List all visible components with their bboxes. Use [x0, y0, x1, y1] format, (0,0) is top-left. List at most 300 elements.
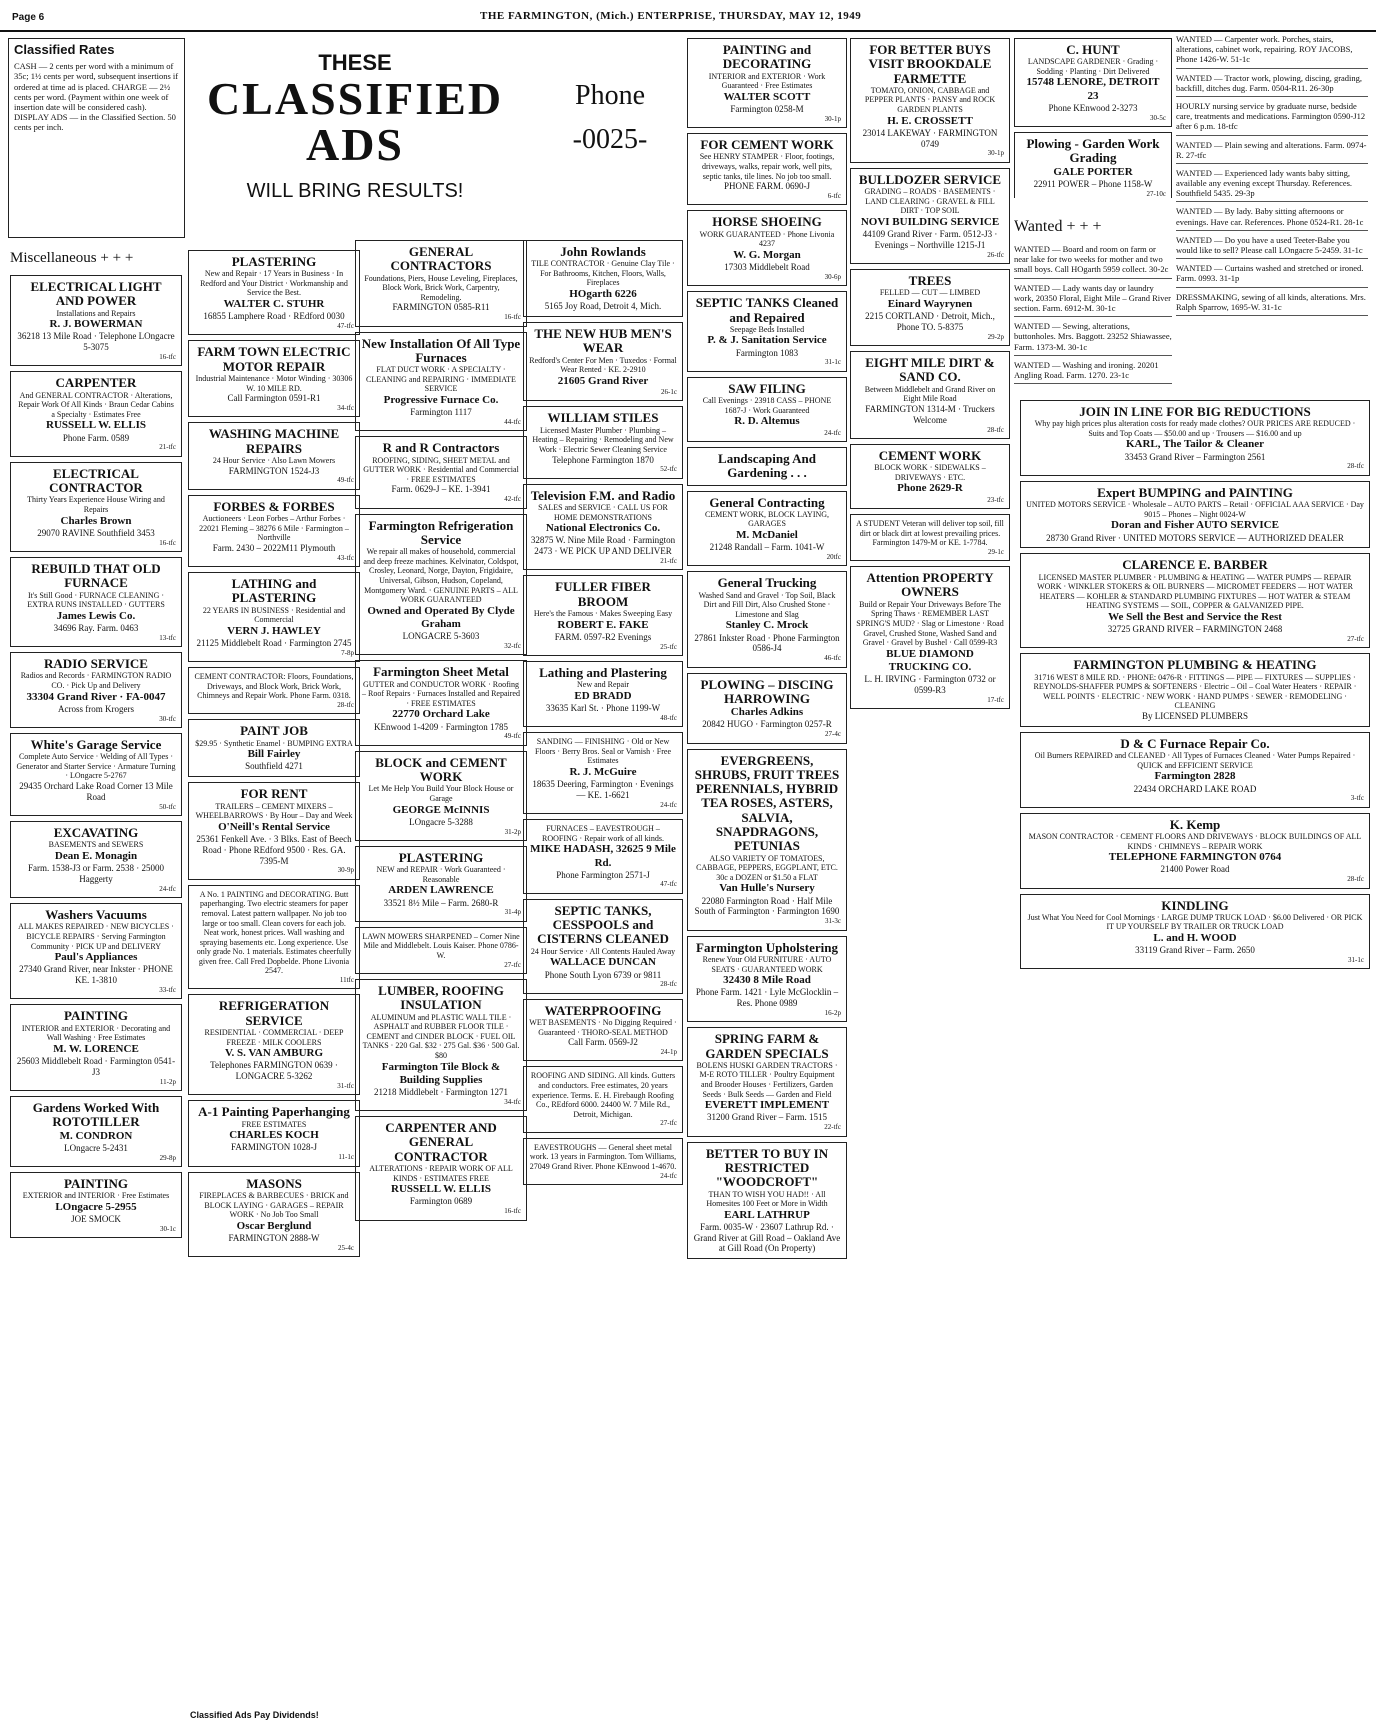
ad-body: SANDING — FINISHING · Old or New Floors · Berry Bros. Seal or Varnish · Free Estimates: [534, 737, 672, 766]
ad-box: [188, 340, 360, 417]
ad-ref: 20tfc: [826, 552, 841, 561]
ad-contact: 33521 8½ Mile – Farm. 2680-R: [383, 897, 499, 908]
ad-body: WET BASEMENTS · No Digging Required · Guaranteed · THORO-SEAL METHOD: [529, 1018, 677, 1037]
ad-ref: 23-tfc: [987, 495, 1004, 504]
ad-contact: 27340 Grand River, near Inkster · PHONE KE. 1-3810: [19, 964, 173, 986]
ad-body: Why pay high prices plus alteration costs for ready made clothes? OUR PRICES ARE REDUCED · Suits and Top Coats — $50.00 and up · Trousers — $16.00 and up: [1034, 419, 1356, 438]
ad-title: PLASTERING: [231, 254, 317, 269]
ad-contact: Southfield 4271: [245, 761, 303, 772]
ad-box: [355, 514, 527, 656]
ad-title: PLOWING – DISCING HARROWING: [700, 676, 834, 706]
ad-name: R. D. Altemus: [734, 415, 800, 428]
ad-contact: 21125 Middlebelt Road · Farmington 2745: [196, 638, 352, 649]
ad-name: WALTER C. STUHR: [223, 298, 325, 311]
ad-contact: FARMINGTON 1524-J3: [228, 465, 320, 476]
ad-contact: Call Farmington 0591-R1: [227, 393, 321, 404]
wanted-item: WANTED — Experienced lady wants baby sitting, available any evening except Thursday. References. Southfield 5435. 29-3p: [1176, 168, 1368, 203]
ad-contact: 18635 Deering, Farmington · Evenings — KE. 1-6621: [532, 779, 674, 800]
ad-box: [1020, 732, 1370, 808]
ad-name: Phone 2629-R: [897, 482, 963, 495]
ad-name: RUSSELL W. ELLIS: [391, 1183, 491, 1196]
ad-title: CARPENTER: [55, 375, 137, 391]
wanted-list-a: [1014, 244, 1172, 394]
ad-title: GENERAL CONTRACTORS: [390, 244, 492, 274]
ad-contact: LOngacre 5-3288: [409, 816, 473, 827]
column-5: [687, 38, 847, 1720]
ad-body: ALSO VARIETY OF TOMATOES, CABBAGE, PEPPERS, EGGPLANT, ETC. 30c a DOZEN or $1.50 a FLAT: [696, 853, 838, 882]
ad-body: UNITED MOTORS SERVICE · Wholesale – AUTO PARTS – Retail · OFFICIAL AAA SERVICE · Day 9015 – Phones – Night 0024-W: [1026, 500, 1364, 519]
ad-box: [1020, 894, 1370, 970]
ad-ref: 25-4c: [338, 1243, 354, 1252]
ad-body: CEMENT CONTRACTOR: Floors, Foundations, Driveways, and Block Work, Brick Work, Chimneys and Repair Work. Phone Farm. 0318.: [194, 672, 354, 701]
ad-box: [523, 899, 683, 994]
ad-body: MASON CONTRACTOR · CEMENT FLOORS AND DRIVEWAYS · BLOCK BUILDINGS OF ALL KINDS · CHIMNEYS – REPAIR WORK: [1028, 832, 1362, 851]
ad-contact: FARMINGTON 1028-J: [231, 1142, 317, 1153]
ad-contact: 29435 Orchard Lake Road Corner 13 Mile Road: [19, 781, 173, 802]
ad-box: [188, 1172, 360, 1257]
ad-name: EVERETT IMPLEMENT: [704, 1099, 830, 1112]
column-7-top: [1014, 38, 1172, 198]
ad-box: [687, 936, 847, 1023]
miscellaneous-heading: Miscellaneous + + +: [10, 250, 134, 266]
ad-ref: 44-tfc: [504, 417, 521, 426]
ad-box: [355, 240, 527, 327]
column-3: [355, 240, 527, 1720]
ad-ref: 25-tfc: [660, 642, 677, 651]
ad-ref: 31-tfc: [337, 1082, 354, 1091]
masthead: THE FARMINGTON, (Mich.) ENTERPRISE, THURSDAY, MAY 12, 1949: [480, 10, 862, 22]
ad-body: BASEMENTS and SEWERS: [48, 840, 144, 850]
ad-contact: LOngacre 5-2431: [64, 1142, 128, 1153]
footer-slogan: Classified Ads Pay Dividends!: [190, 1710, 319, 1720]
ad-contact: 36218 13 Mile Road · Telephone LOngacre 5-3075: [17, 331, 175, 353]
ad-ref: 24-tfc: [660, 800, 677, 809]
ad-name: M. McDaniel: [736, 528, 798, 541]
ad-box: [523, 999, 683, 1062]
ad-ref: 21-tfc: [159, 443, 176, 452]
ad-ref: 11-1c: [338, 1153, 354, 1162]
ad-title: Expert BUMPING and PAINTING: [1097, 484, 1293, 500]
ad-box: [355, 660, 527, 745]
ad-name: 22770 Orchard Lake: [392, 708, 490, 721]
ad-title: SEPTIC TANKS, CESSPOOLS and CISTERNS CLEANED: [537, 902, 669, 947]
ad-box: [1020, 553, 1370, 648]
ad-body: 24 Hour Service · Also Lawn Mowers: [212, 456, 336, 466]
ad-title: BETTER TO BUY IN RESTRICTED "WOODCROFT": [705, 1145, 829, 1190]
ad-box: [10, 371, 182, 456]
ad-contact: 17303 Middlebelt Road: [724, 262, 810, 273]
ad-title: THE NEW HUB MEN'S WEAR: [534, 326, 672, 356]
ad-ref: 49-tfc: [504, 732, 521, 741]
ad-ref: 7-8p: [341, 648, 354, 657]
ad-ref: 21-tfc: [660, 556, 677, 565]
ad-box: [687, 571, 847, 667]
ad-ref: 29-8p: [159, 1153, 176, 1162]
ad-body: Installations and Repairs: [56, 308, 136, 318]
ad-contact: 33635 Karl St. · Phone 1199-W: [545, 702, 661, 713]
ad-title: EVERGREENS, SHRUBS, FRUIT TREES PERENNIALS, HYBRID TEA ROSES, ASTERS, SALVIA, SNAPDRAGONS, PETUNIAS: [694, 752, 840, 854]
ad-body: $29.95 · Synthetic Enamel · BUMPING EXTRA: [195, 738, 353, 748]
ad-name: HOgarth 6226: [569, 288, 637, 301]
ad-name: VERN J. HAWLEY: [227, 624, 321, 637]
ad-name: Farmington Tile Block & Building Supplies: [381, 1060, 501, 1086]
ad-title: Gardens Worked With ROTOTILLER: [32, 1100, 160, 1130]
ad-ref: 50-tfc: [159, 802, 176, 811]
ad-box: [188, 1100, 360, 1166]
ad-title: PAINTING: [63, 1008, 129, 1024]
ad-body: FURNACES – EAVESTROUGH – ROOFING · Repair work of all kinds.: [542, 824, 664, 843]
ad-body: FIREPLACES & BARBECUES · BRICK and BLOCK LAYING · GARAGES – REPAIR WORK · No Job Too Small: [199, 1190, 349, 1220]
ad-name: Owned and Operated By Clyde Graham: [367, 604, 515, 630]
wanted-item: WANTED — Washing and ironing. 20201 Angling Road. Farm. 1270. 23-1c: [1014, 360, 1172, 384]
ad-box: [355, 751, 527, 841]
ad-ref: 28-tfc: [1347, 462, 1364, 471]
ad-contact: 22911 POWER – Phone 1158-W: [1033, 178, 1153, 189]
ad-body: TILE CONTRACTOR · Genuine Clay Tile · For Bathrooms, Kitchen, Floors, Walls, Fireplaces: [531, 259, 675, 288]
ad-body: Between Middlebelt and Grand River on Eight Mile Road: [864, 384, 996, 404]
ad-box: [523, 575, 683, 656]
ad-name: 33304 Grand River · FA-0047: [26, 690, 166, 703]
ad-contact: Phone Farm. 0589: [62, 432, 130, 443]
ad-body: New and Repair · 17 Years in Business · In Redford and Your District · Workmanship and Service the Best.: [200, 269, 348, 298]
ad-ref: 16-tfc: [504, 1207, 521, 1216]
ad-ref: 34-tfc: [504, 1097, 521, 1106]
ad-contact: 21248 Randall – Farm. 1041-W: [709, 542, 825, 553]
wanted-item: WANTED — Lady wants day or laundry work, 20350 Floral, Eight Mile – Grand River section. Farm. 6912-M. 30-1c: [1014, 283, 1172, 318]
ad-ref: 31-1c: [1348, 956, 1364, 965]
ad-contact: Farmington 1083: [735, 347, 799, 358]
ad-box: [687, 38, 847, 128]
ad-ref: 46-tfc: [824, 654, 841, 663]
ad-title: BLOCK and CEMENT WORK: [375, 754, 507, 785]
ad-contact: 29070 RAVINE Southfield 3453: [37, 527, 155, 538]
ad-title: FARMINGTON PLUMBING & HEATING: [1073, 657, 1317, 673]
ad-body: Just What You Need for Cool Mornings · LARGE DUMP TRUCK LOAD · $6.00 Delivered · OR PICK IT UP YOURSELF BY TRAILER OR TRUCK LOAD: [1027, 912, 1363, 932]
wanted-item: WANTED — Board and room on farm or near lake for two weeks for mother and two small boys. Call HOgarth 5959 collect. 30-2c: [1014, 244, 1172, 279]
ad-box: [687, 1142, 847, 1260]
ad-contact: 22434 ORCHARD LAKE ROAD: [1133, 783, 1257, 794]
ad-name: V. S. VAN AMBURG: [224, 1047, 324, 1060]
ad-box: [10, 275, 182, 366]
ad-box: [355, 1116, 527, 1220]
ad-body: And GENERAL CONTRACTOR · Alterations, Repair Work Of All Kinds · Braun Cedar Cabins a Specialty · Estimates Free: [18, 390, 174, 419]
ad-title: SAW FILING: [728, 380, 806, 396]
ad-ref: 30-1p: [987, 149, 1004, 158]
ad-box: [355, 846, 527, 922]
ad-title: PAINT JOB: [240, 723, 308, 739]
ad-ref: 27-tfc: [1347, 634, 1364, 643]
ad-name: Dean E. Monagin: [54, 849, 138, 862]
ad-body: LAWN MOWERS SHARPENED – Corner Nine Mile and Middlebelt. Louis Kaiser. Phone 0786-W.: [362, 931, 520, 960]
ad-name: 21605 Grand River: [557, 374, 649, 387]
ad-ref: 17-tfc: [987, 695, 1004, 704]
ad-body: It's Still Good · FURNACE CLEANING · EXTRA RUNS INSTALLED · GUTTERS: [27, 590, 165, 610]
ad-title: ELECTRICAL LIGHT AND POWER: [30, 279, 162, 309]
ad-box: [188, 782, 360, 879]
ad-contact: 33119 Grand River – Farm. 2650: [1135, 945, 1255, 956]
ad-body: CEMENT WORK, BLOCK LAYING, GARAGES: [704, 509, 830, 529]
ad-ref: 27-4c: [825, 730, 841, 739]
ad-body: LANDSCAPE GARDENER · Grading · Sodding · Planting · Dirt Delivered: [1027, 57, 1159, 76]
banner-these: THESE: [318, 50, 392, 75]
ad-contact: 5165 Joy Road, Detroit 4, Mich.: [544, 301, 662, 312]
wanted-heading: Wanted + + +: [1014, 218, 1102, 235]
ad-ref: 3-tfc: [1350, 794, 1364, 803]
ad-box: [355, 927, 527, 974]
ad-body: Redford's Center For Men · Tuxedos · Formal Wear Rented · KE. 2-2910: [529, 355, 677, 375]
ad-box: [523, 819, 683, 894]
ad-body: See HENRY STAMPER · Floor, footings, driveways, walks, repair work, well pits, septic tanks, tile lines. No job too small.: [699, 152, 835, 181]
ad-ref: 30-5c: [1150, 113, 1166, 122]
ad-box: [523, 240, 683, 317]
ad-ref: 49-tfc: [337, 476, 354, 485]
ad-ref: 11-2p: [159, 1077, 176, 1086]
ad-title: RADIO SERVICE: [44, 656, 148, 672]
ad-contact: 28730 Grand River · UNITED MOTORS SERVICE — AUTHORIZED DEALER: [1046, 532, 1344, 543]
ad-name: NOVI BUILDING SERVICE: [860, 215, 1000, 228]
ad-contact: 25361 Fenkell Ave. · 3 Blks. East of Beech Road · Phone REdford 9500 · Res. GA. 7395-M: [196, 833, 352, 866]
ad-body: Licensed Master Plumber · Plumbing – Heating – Repairing · Remodeling and New Work · Electric Sewer Cleaning Service: [532, 425, 674, 454]
ad-ref: 26-tfc: [987, 250, 1004, 259]
ad-box: [687, 133, 847, 205]
ad-body: Radios and Records · FARMINGTON RADIO CO. · Pick Up and Delivery: [20, 671, 172, 691]
ad-body: BOLENS HUSKI GARDEN TRACTORS · M-E ROTO TILLER · Poultry Equipment and Brooder Houses · Fertilizers, Garden Seeds · Bulk Seeds — Garden and Field: [696, 1060, 838, 1099]
ad-body: ROOFING AND SIDING. All kinds. Gutters and conductors. Free estimates, 20 years experience. Terms. E. H. Firebaugh Roofing Co., REdford 6000. 24400 W. 7 Mile Rd., Detroit, Michigan.: [530, 1071, 676, 1119]
ad-box: [687, 749, 847, 931]
ad-contact: 21400 Power Road: [1160, 864, 1230, 875]
ad-title: K. Kemp: [1169, 816, 1221, 832]
ad-title: Plowing - Garden Work Grading: [1026, 136, 1160, 166]
ad-box: [188, 994, 360, 1095]
ad-ref: 31-2p: [504, 827, 521, 836]
ad-body: Thirty Years Experience House Wiring and Repairs: [27, 495, 165, 514]
ad-body: Foundations, Piers, House Leveling, Fireplaces, Block Work, Brick Work, Carpentry, Remodeling.: [364, 273, 518, 302]
ad-body: 22 YEARS IN BUSINESS · Residential and Commercial: [202, 605, 346, 625]
ad-title: Lathing and Plastering: [539, 664, 667, 680]
ad-title: FORBES & FORBES: [213, 498, 335, 514]
ad-ref: 31-1c: [825, 358, 841, 367]
ad-title: John Rowlands: [560, 244, 646, 259]
ad-box: [188, 667, 360, 714]
ad-ref: 13-tfc: [159, 633, 176, 642]
classified-banner: [178, 40, 532, 230]
ad-body: Complete Auto Service · Welding of All Types · Generator and Starter Service · Armature Turning · LOngacre 5-2767: [16, 752, 176, 781]
banner-ads: ADS: [305, 119, 405, 170]
ad-box: [523, 322, 683, 401]
ad-ref: 24-tfc: [824, 428, 841, 437]
ad-name: P. & J. Sanitation Service: [707, 334, 827, 347]
ad-name: KARL, The Tailor & Cleaner: [1125, 438, 1265, 451]
ad-title: ELECTRICAL CONTRACTOR: [49, 465, 143, 496]
ad-body: FLAT DUCT WORK · A SPECIALTY · CLEANING and REPAIRING · IMMEDIATE SERVICE: [366, 365, 516, 394]
ad-title: General Contracting: [709, 494, 825, 510]
ad-name: ED BRADD: [574, 689, 632, 702]
ad-title: CARPENTER AND GENERAL CONTRACTOR: [385, 1120, 497, 1164]
ad-title: WILLIAM STILES: [547, 410, 659, 426]
ad-ref: 30-9p: [337, 866, 354, 875]
ad-box: [850, 269, 1010, 346]
column-4: [523, 240, 683, 1720]
ad-title: CEMENT WORK: [878, 447, 982, 463]
ad-body: Renew Your Old FURNITURE · AUTO SEATS · GUARANTEED WORK: [702, 954, 832, 974]
ad-title: New Installation Of All Type Furnaces: [361, 335, 521, 365]
ad-title: REBUILD THAT OLD FURNACE: [31, 560, 161, 591]
ad-box: [850, 38, 1010, 163]
ad-box: [850, 566, 1010, 709]
ad-contact: Farmington 0258-M: [730, 103, 804, 114]
wanted-item: WANTED — Carpenter work. Porches, stairs, alterations, cabinet work, repairing. ROY JACOBS, Phone 1426-W. 51-1c: [1176, 34, 1368, 69]
ad-body: BLOCK WORK · SIDEWALKS – DRIVEWAYS · ETC.: [874, 463, 986, 482]
ad-title: C. HUNT: [1066, 42, 1120, 57]
ad-body: EAVESTROUGHS — General sheet metal work. 13 years in Farmington. Tom Williams, 27049 Grand River. Phone KEnwood 1-4670.: [529, 1142, 677, 1171]
ad-contact: PHONE FARM. 0690-J: [723, 181, 811, 192]
ad-box: [523, 732, 683, 814]
ad-box: [687, 447, 847, 486]
ad-contact: Telephones FARMINGTON 0639 · LONGACRE 5-3262: [210, 1060, 338, 1082]
ad-ref: 27-tfc: [660, 1119, 677, 1128]
ad-box: [1020, 813, 1370, 889]
ad-title: CLARENCE E. BARBER: [1122, 557, 1268, 573]
ad-name: R. J. BOWERMAN: [49, 318, 143, 331]
ad-title: WATERPROOFING: [544, 1002, 662, 1018]
ad-body: Washed Sand and Gravel · Top Soil, Black Dirt and Fill Dirt, Also Crushed Stone · Limestone and Slag: [698, 590, 836, 619]
ad-body: GUTTER and CONDUCTOR WORK · Roofing – Roof Repairs · Furnaces Installed and Repaired · FREE ESTIMATES: [362, 679, 520, 708]
ad-contact: FARMINGTON 1314-M · Truckers Welcome: [865, 403, 995, 425]
ad-box: [10, 557, 182, 647]
ad-body: Here's the Famous · Makes Sweeping Easy: [533, 608, 673, 618]
ad-body: Oil Burners REPAIRED and CLEANED · All Types of Furnaces Cleaned · Water Pumps Repaired · QUICK and EFFICIENT SERVICE: [1034, 751, 1356, 770]
ad-box: [1014, 132, 1172, 198]
ad-box: [188, 422, 360, 489]
ad-contact: Phone Farmington 2571-J: [556, 869, 650, 880]
ad-contact: Farmington 0689: [409, 1196, 473, 1207]
ad-title: PLASTERING: [398, 849, 484, 865]
ad-ref: 16-2p: [824, 1008, 841, 1017]
ad-ref: 27-10c: [1146, 189, 1166, 198]
ad-title: BULLDOZER SERVICE: [858, 171, 1002, 187]
ad-contact: 21218 Middlebelt · Farmington 1271: [374, 1086, 508, 1097]
ad-title: Landscaping And Gardening . . .: [718, 450, 816, 481]
ad-contact: 34696 Ray. Farm. 0463: [53, 622, 139, 633]
ad-box: [355, 332, 527, 432]
ad-name: Doran and Fisher AUTO SERVICE: [1111, 519, 1279, 532]
ad-box: [687, 491, 847, 567]
ad-title: General Trucking: [717, 575, 817, 591]
ad-body: ROOFING, SIDING, SHEET METAL and GUTTER WORK · Residential and Commercial · FREE ESTIMATES: [363, 455, 519, 484]
ad-box: [355, 436, 527, 508]
ad-body: TRAILERS – CEMENT MIXERS – WHEELBARROWS · By Hour – Day and Week: [195, 801, 353, 821]
ad-title: Farmington Refrigeration Service: [368, 517, 514, 547]
ad-ref: 24-1p: [660, 1048, 677, 1057]
ad-body: We repair all makes of household, commercial and deep freeze machines. Kelvinator, Coldspot, Crosley, Leonard, Norge, Dayton, Frigidaire, Universal, Gibson, Hudson, Copeland, Montgomery Ward. · GENUINE PARTS – ALL WORK GUARANTEED: [363, 547, 519, 605]
ad-contact: Call Farm. 0569-J2: [568, 1037, 638, 1048]
banner-phone: [545, 80, 675, 156]
ad-name: Charles Adkins: [730, 706, 804, 719]
ad-contact: 25603 Middlebelt Road · Farmington 0541-J3: [16, 1056, 176, 1077]
ad-contact: FARMINGTON 0585-R11: [392, 302, 490, 313]
ad-body: Industrial Maintenance · Motor Winding · 30306 W. 10 MILE RD.: [195, 374, 353, 393]
ad-contact: Farm. 0035-W · 23607 Lathrup Rd. · Grand River at Gill Road – Oakland Ave at Gill Road (On Property): [693, 1221, 841, 1254]
ad-title: HORSE SHOEING: [712, 214, 822, 230]
ad-body: ALL MAKES REPAIRED · NEW BICYCLES · BICYCLE REPAIRS · Serving Farmington Community · PICK UP and DELIVERY: [18, 922, 174, 951]
ad-name: R. J. McGuire: [569, 765, 637, 778]
ad-contact: Phone South Lyon 6739 or 9811: [544, 969, 662, 980]
ad-body: Seepage Beds Installed: [729, 324, 805, 334]
rates-body: CASH — 2 cents per word with a minimum of 35c; 1½ cents per word, subsequent insertions if ordered at time ad is placed. CHARGE — 2½ cents per word. (Payment within one week of insertion date will be considered cash). DISPLAY ADS — in the Classified Section. 50 cents per inch.: [14, 61, 179, 133]
column-6: [850, 38, 1010, 1720]
ad-contact: 32875 W. Nine Mile Road · Farmington 2473 · WE PICK UP AND DELIVER: [530, 535, 676, 557]
ad-name: GEORGE McINNIS: [392, 803, 490, 816]
ad-name: CHARLES KOCH: [229, 1129, 319, 1142]
ad-box: [850, 444, 1010, 509]
ad-contact: 27861 Inkster Road · Phone Farmington 0586-J4: [694, 632, 840, 654]
ad-box: [188, 885, 360, 990]
ad-box: [10, 1096, 182, 1167]
ad-name: L. and H. WOOD: [1153, 932, 1237, 945]
wanted-item: WANTED — Do you have a used Teeter-Babe you would like to sell? Please call LOngacre 5-2459. 31-1c: [1176, 235, 1368, 259]
ad-name: Charles Brown: [60, 514, 132, 527]
ad-body: Auctioneers · Leon Forbes – Arthur Forbes · 22021 Fleming – 38276 6 Mile · Farmington – Northville: [199, 514, 349, 543]
ad-name: 32430 8 Mile Road: [723, 974, 811, 987]
ad-body: A No. 1 PAINTING and DECORATING. Butt paperhanging. Two electric steamers for paper removal. Latest pattern wallpaper. No job too large or too small. Clean covers for each job. Neat work, honest prices. Wall washing and spraying basements etc. Long experience. Use only grade No. 1 materials. Estimates cheerfully given free. Call Fred Dopbelde. Phone Livonia 2547.: [196, 889, 352, 976]
ad-name: M. W. LORENCE: [53, 1042, 139, 1055]
ad-contact: 2215 CORTLAND · Detroit, Mich., Phone TO. 5-8375: [865, 311, 995, 332]
wanted-item: WANTED — Plain sewing and alterations. Farm. 0974-R. 27-tfc: [1176, 140, 1368, 164]
ad-body: Call Evenings · 23918 CASS – PHONE 1687-J · Work Guaranteed: [702, 396, 832, 415]
ad-body: LICENSED MASTER PLUMBER · PLUMBING & HEATING — WATER PUMPS — REPAIR WORK · WINKLER STOKERS & OIL BURNERS — MICROMET FEEDERS — HOT WATER HEATERS — KOHLER & STANDARD PLUMBING FIXTURES — HOT WATER & STEAM HEATING SYSTEMS — SOIL, COPPER & GALVANIZED PIPE.: [1037, 572, 1353, 611]
wanted-item: WANTED — By lady. Baby sitting afternoons or evenings. Have car. References. Phone 0524-R1. 28-1c: [1176, 206, 1368, 230]
ad-ref: 30-1c: [160, 1224, 176, 1233]
ad-box: [188, 572, 360, 662]
ad-ref: 28-tfc: [987, 425, 1004, 434]
ad-contact: Farm. 1538-J3 or Farm. 2538 · 25000 Haggerty: [28, 863, 164, 884]
ad-body: FELLED — CUT — LIMBED: [879, 288, 981, 298]
ad-body: THAN TO WISH YOU HAD!! · All Homesites 100 Feet or More in Width: [706, 1189, 828, 1209]
ad-ref: 42-tfc: [504, 495, 521, 504]
phone-label: Phone: [575, 80, 645, 111]
ad-box: [10, 462, 182, 552]
ad-contact: 22080 Farmington Road · Half Mile South of Farmington · Farmington 1690: [694, 895, 840, 917]
ad-box: [10, 821, 182, 898]
ad-name: ARDEN LAWRENCE: [388, 884, 494, 897]
ad-title: Farmington Sheet Metal: [373, 664, 509, 680]
ad-title: LUMBER, ROOFING INSULATION: [378, 982, 504, 1013]
ad-ref: 22-tfc: [824, 1123, 841, 1132]
ad-title: Attention PROPERTY OWNERS: [866, 570, 994, 600]
page-header: [0, 0, 1376, 32]
ad-name: James Lewis Co.: [56, 609, 136, 622]
ad-box: [10, 652, 182, 728]
ad-title: JOIN IN LINE FOR BIG REDUCTIONS: [1079, 404, 1311, 419]
ad-title: FARM TOWN ELECTRIC MOTOR REPAIR: [197, 344, 351, 374]
ad-title: R and R Contractors: [382, 440, 500, 456]
ad-body: Build or Repair Your Driveways Before The Spring Thaws · REMEMBER LAST SPRING'S MUD? · Slag or Limestone · Road Gravel, Crushed Stone, Washed Sand and Gravel · Gravel by Bushel · Call 0599-R3: [856, 599, 1004, 648]
ad-contact: By LICENSED PLUMBERS: [1141, 711, 1248, 722]
ad-title: REFRIGERATION SERVICE: [218, 998, 330, 1028]
ad-name: Einard Wayrynen: [887, 297, 973, 310]
ad-ref: 16-tfc: [159, 352, 176, 361]
ad-title: LATHING and PLASTERING: [231, 576, 317, 606]
ad-title: Television F.M. and Radio: [530, 487, 676, 503]
ad-name: Van Hulle's Nursery: [719, 882, 815, 895]
ad-ref: 33-tfc: [159, 985, 176, 994]
ad-title: TREES: [908, 273, 952, 289]
ad-name: WALLACE DUNCAN: [549, 956, 657, 969]
ad-ref: 30-1p: [824, 114, 841, 123]
ad-box: [850, 168, 1010, 264]
ad-title: KINDLING: [1161, 897, 1229, 913]
ad-body: 31716 WEST 8 MILE RD. · PHONE: 0476-R · FITTINGS — PIPE — FIXTURES — SUPPLIES · REYNOLDS-SHAFFER PUMPS & SOFTENERS · Electric – Oil – Coal Water Heaters · REPAIR · WELL POINTS · ELECTRIC · NEW WORK · HAND PUMPS · SEWER · REMODELING · CLEANING: [1033, 672, 1357, 711]
